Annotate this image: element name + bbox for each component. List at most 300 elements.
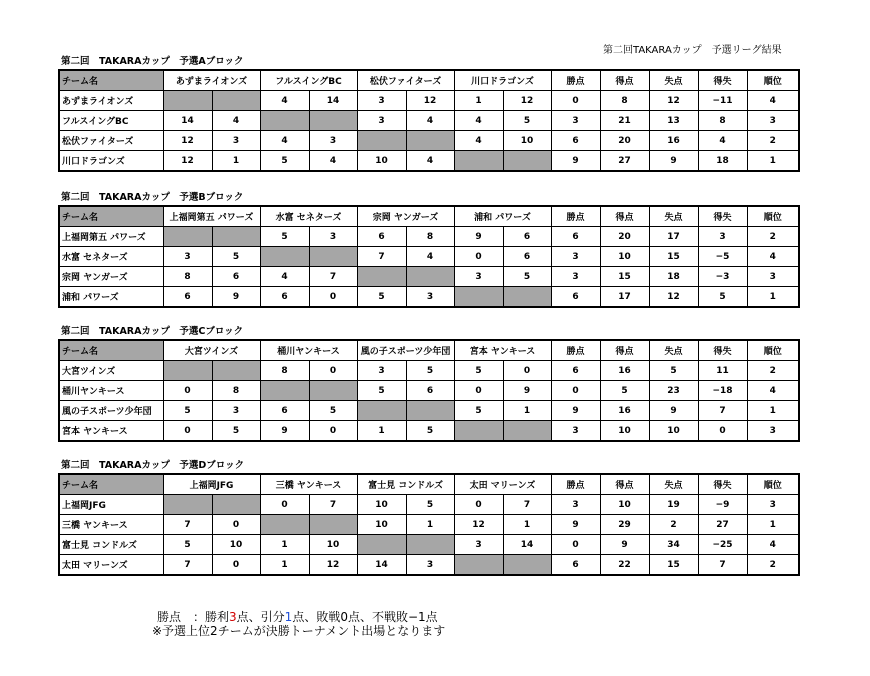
stat-value: 3: [551, 247, 600, 267]
team-name: 水富 セネターズ: [59, 247, 163, 267]
stat-value: 18: [698, 151, 747, 172]
stat-value: 4: [747, 91, 799, 111]
stat-value: 8: [600, 91, 649, 111]
stat-value: 3: [747, 111, 799, 131]
score-against: 5: [503, 267, 551, 287]
table-row: [59, 515, 799, 535]
score-against: 1: [503, 401, 551, 421]
block-title: 第二回 TAKARAカップ 予選Aブロック: [61, 56, 244, 67]
score-for: 14: [357, 555, 406, 576]
score-for: 8: [163, 267, 212, 287]
score-for: 1: [260, 555, 309, 576]
score-for: 6: [260, 401, 309, 421]
score-against: 10: [309, 535, 357, 555]
score-against: 10: [503, 131, 551, 151]
table-row: [59, 151, 799, 172]
score-against: 7: [309, 267, 357, 287]
stat-value: 21: [600, 111, 649, 131]
stat-value: 27: [698, 515, 747, 535]
team-header: チーム名: [59, 70, 163, 91]
stat-header: 順位: [747, 206, 799, 227]
score-against: 5: [503, 111, 551, 131]
points-rest: 点、敗戦0点、不戦敗−1点: [292, 610, 438, 624]
stat-value: 12: [649, 287, 698, 308]
score-against: 3: [309, 227, 357, 247]
opponent-header: あずまライオンズ: [163, 70, 260, 91]
stat-value: 0: [551, 535, 600, 555]
stat-value: 2: [747, 361, 799, 381]
stat-value: 3: [698, 227, 747, 247]
standings-table: [58, 339, 800, 442]
score-for: 6: [357, 227, 406, 247]
self-match-cell: [309, 381, 357, 401]
win-points: 3: [229, 610, 237, 624]
self-match-cell: [357, 131, 406, 151]
after-win-text: 点、引分: [236, 610, 285, 624]
score-for: 1: [454, 91, 503, 111]
stat-value: 2: [747, 131, 799, 151]
score-against: 5: [406, 421, 454, 442]
stat-value: 2: [649, 515, 698, 535]
score-against: 0: [503, 361, 551, 381]
team-name: 浦和 パワーズ: [59, 287, 163, 308]
team-name: 上福岡JFG: [59, 495, 163, 515]
stat-header: 順位: [747, 340, 799, 361]
self-match-cell: [454, 421, 503, 442]
score-against: 0: [212, 515, 260, 535]
stat-value: 16: [600, 401, 649, 421]
self-match-cell: [163, 91, 212, 111]
qualification-note: ※予選上位2チームが決勝トーナメント出場となります: [152, 624, 446, 638]
stat-header: 順位: [747, 474, 799, 495]
score-for: 14: [163, 111, 212, 131]
standings-table: [58, 205, 800, 308]
table-row: [59, 267, 799, 287]
score-against: 1: [212, 151, 260, 172]
stat-value: 29: [600, 515, 649, 535]
stat-value: 2: [747, 227, 799, 247]
score-against: 5: [406, 495, 454, 515]
score-against: 5: [212, 247, 260, 267]
score-for: 5: [454, 401, 503, 421]
score-against: 0: [309, 421, 357, 442]
score-for: 12: [163, 131, 212, 151]
stat-value: 27: [600, 151, 649, 172]
score-against: 12: [309, 555, 357, 576]
stat-value: 6: [551, 361, 600, 381]
stat-value: 3: [551, 421, 600, 442]
stat-value: 9: [551, 151, 600, 172]
table-row: [59, 535, 799, 555]
self-match-cell: [212, 227, 260, 247]
self-match-cell: [163, 227, 212, 247]
opponent-header: 風の子スポーツ少年団: [357, 340, 454, 361]
stat-value: 10: [600, 421, 649, 442]
score-for: 5: [163, 535, 212, 555]
team-name: フルスイングBC: [59, 111, 163, 131]
block-d: [58, 459, 798, 576]
score-for: 4: [260, 267, 309, 287]
table-row: [59, 401, 799, 421]
score-against: 4: [309, 151, 357, 172]
score-against: 4: [406, 151, 454, 172]
stat-header: 得点: [600, 474, 649, 495]
opponent-header: 松伏ファイターズ: [357, 70, 454, 91]
standings-table: [58, 473, 800, 576]
stat-value: 17: [600, 287, 649, 308]
stat-header: 得点: [600, 340, 649, 361]
self-match-cell: [260, 247, 309, 267]
score-for: 4: [454, 111, 503, 131]
stat-header: 失点: [649, 206, 698, 227]
header-row: [59, 70, 799, 91]
score-for: 3: [357, 111, 406, 131]
score-for: 3: [357, 91, 406, 111]
self-match-cell: [163, 361, 212, 381]
score-for: 6: [260, 287, 309, 308]
score-for: 6: [163, 287, 212, 308]
stat-header: 得失: [698, 474, 747, 495]
block-a: [58, 55, 798, 172]
self-match-cell: [309, 111, 357, 131]
stat-value: 34: [649, 535, 698, 555]
stat-value: 10: [649, 421, 698, 442]
stat-value: −11: [698, 91, 747, 111]
opponent-header: 宮本 ヤンキース: [454, 340, 551, 361]
team-name: 太田 マリーンズ: [59, 555, 163, 576]
team-name: 宗岡 ヤンガーズ: [59, 267, 163, 287]
self-match-cell: [406, 401, 454, 421]
stat-value: 3: [747, 495, 799, 515]
stat-header: 勝点: [551, 206, 600, 227]
score-for: 5: [163, 401, 212, 421]
score-for: 3: [454, 535, 503, 555]
stat-header: 得失: [698, 206, 747, 227]
team-header: チーム名: [59, 474, 163, 495]
score-against: 0: [309, 287, 357, 308]
stat-value: 10: [600, 247, 649, 267]
score-for: 5: [357, 381, 406, 401]
stat-value: 8: [698, 111, 747, 131]
self-match-cell: [357, 267, 406, 287]
stat-value: 15: [600, 267, 649, 287]
team-name: 川口ドラゴンズ: [59, 151, 163, 172]
stat-value: 20: [600, 131, 649, 151]
score-for: 0: [163, 421, 212, 442]
self-match-cell: [406, 535, 454, 555]
self-match-cell: [163, 495, 212, 515]
score-against: 4: [406, 111, 454, 131]
header-row: [59, 206, 799, 227]
stat-value: 16: [600, 361, 649, 381]
score-against: 6: [406, 381, 454, 401]
score-against: 7: [309, 495, 357, 515]
team-name: 富士見 コンドルズ: [59, 535, 163, 555]
stat-value: −25: [698, 535, 747, 555]
stat-value: 1: [747, 151, 799, 172]
score-against: 7: [503, 495, 551, 515]
team-header: チーム名: [59, 206, 163, 227]
score-against: 0: [212, 555, 260, 576]
rules-note: [152, 610, 445, 638]
self-match-cell: [357, 401, 406, 421]
self-match-cell: [454, 555, 503, 576]
team-header: チーム名: [59, 340, 163, 361]
score-against: 1: [406, 515, 454, 535]
stat-header: 失点: [649, 70, 698, 91]
table-row: [59, 361, 799, 381]
score-against: 9: [212, 287, 260, 308]
stat-value: 3: [551, 267, 600, 287]
score-for: 5: [260, 151, 309, 172]
score-for: 5: [357, 287, 406, 308]
score-for: 0: [454, 381, 503, 401]
stat-header: 順位: [747, 70, 799, 91]
stat-value: 1: [747, 401, 799, 421]
stat-value: 7: [698, 401, 747, 421]
opponent-header: 大宮ツインズ: [163, 340, 260, 361]
self-match-cell: [260, 111, 309, 131]
block-title: 第二回 TAKARAカップ 予選Dブロック: [61, 460, 245, 471]
team-name: 風の子スポーツ少年団: [59, 401, 163, 421]
stat-header: 勝点: [551, 340, 600, 361]
table-row: [59, 227, 799, 247]
self-match-cell: [357, 535, 406, 555]
stat-value: 9: [551, 401, 600, 421]
self-match-cell: [503, 151, 551, 172]
score-for: 0: [163, 381, 212, 401]
team-name: 上福岡第五 パワーズ: [59, 227, 163, 247]
score-for: 9: [454, 227, 503, 247]
team-name: 桶川ヤンキース: [59, 381, 163, 401]
stat-value: 4: [698, 131, 747, 151]
score-against: 3: [406, 287, 454, 308]
points-rule: [152, 610, 445, 624]
score-for: 5: [454, 361, 503, 381]
stat-value: 9: [649, 151, 698, 172]
self-match-cell: [503, 421, 551, 442]
self-match-cell: [406, 267, 454, 287]
stat-value: 9: [600, 535, 649, 555]
header-row: [59, 340, 799, 361]
table-row: [59, 555, 799, 576]
opponent-header: 富士見 コンドルズ: [357, 474, 454, 495]
score-for: 12: [454, 515, 503, 535]
stat-header: 得失: [698, 70, 747, 91]
stat-value: 3: [551, 111, 600, 131]
stat-value: 15: [649, 247, 698, 267]
stat-value: 6: [551, 555, 600, 576]
score-for: 4: [260, 131, 309, 151]
stat-value: 4: [747, 381, 799, 401]
stat-value: 16: [649, 131, 698, 151]
self-match-cell: [212, 495, 260, 515]
stat-header: 勝点: [551, 474, 600, 495]
stat-value: 20: [600, 227, 649, 247]
stat-value: 3: [551, 495, 600, 515]
score-for: 1: [357, 421, 406, 442]
self-match-cell: [454, 151, 503, 172]
self-match-cell: [212, 361, 260, 381]
opponent-header: 浦和 パワーズ: [454, 206, 551, 227]
score-against: 12: [406, 91, 454, 111]
stat-value: 6: [551, 287, 600, 308]
score-against: 8: [212, 381, 260, 401]
score-against: 9: [503, 381, 551, 401]
opponent-header: 水富 セネターズ: [260, 206, 357, 227]
score-for: 4: [454, 131, 503, 151]
self-match-cell: [454, 287, 503, 308]
opponent-header: 上福岡JFG: [163, 474, 260, 495]
stat-header: 失点: [649, 340, 698, 361]
stat-value: 0: [551, 381, 600, 401]
self-match-cell: [212, 91, 260, 111]
stat-value: 4: [747, 247, 799, 267]
score-against: 4: [212, 111, 260, 131]
self-match-cell: [260, 515, 309, 535]
self-match-cell: [309, 515, 357, 535]
stat-header: 勝点: [551, 70, 600, 91]
opponent-header: 宗岡 ヤンガーズ: [357, 206, 454, 227]
block-title: 第二回 TAKARAカップ 予選Bブロック: [61, 192, 244, 203]
self-match-cell: [406, 131, 454, 151]
table-row: [59, 91, 799, 111]
self-match-cell: [260, 381, 309, 401]
stat-value: −9: [698, 495, 747, 515]
stat-value: 11: [698, 361, 747, 381]
stat-value: 9: [551, 515, 600, 535]
stat-value: 18: [649, 267, 698, 287]
stat-value: 19: [649, 495, 698, 515]
stat-value: 6: [551, 227, 600, 247]
score-for: 3: [163, 247, 212, 267]
score-against: 5: [309, 401, 357, 421]
score-for: 10: [357, 515, 406, 535]
standings-table: [58, 69, 800, 172]
score-for: 0: [454, 495, 503, 515]
stat-value: −18: [698, 381, 747, 401]
self-match-cell: [503, 287, 551, 308]
opponent-header: 三橋 ヤンキース: [260, 474, 357, 495]
stat-value: 5: [649, 361, 698, 381]
table-row: [59, 247, 799, 267]
stat-header: 得失: [698, 340, 747, 361]
table-row: [59, 111, 799, 131]
stat-header: 得点: [600, 206, 649, 227]
stat-value: 4: [747, 535, 799, 555]
score-against: 14: [503, 535, 551, 555]
block-c: [58, 325, 798, 442]
document-title: 第二回TAKARAカップ 予選リーグ結果: [603, 45, 782, 56]
team-name: 宮本 ヤンキース: [59, 421, 163, 442]
score-for: 7: [357, 247, 406, 267]
stat-value: 6: [551, 131, 600, 151]
stat-value: 3: [747, 421, 799, 442]
score-for: 7: [163, 555, 212, 576]
score-for: 0: [260, 495, 309, 515]
score-for: 10: [357, 495, 406, 515]
score-against: 0: [309, 361, 357, 381]
table-row: [59, 495, 799, 515]
table-row: [59, 287, 799, 308]
stat-value: 22: [600, 555, 649, 576]
score-for: 10: [357, 151, 406, 172]
opponent-header: 太田 マリーンズ: [454, 474, 551, 495]
stat-header: 得点: [600, 70, 649, 91]
score-against: 1: [503, 515, 551, 535]
points-label: 勝点 ：勝利: [157, 610, 230, 624]
score-against: 12: [503, 91, 551, 111]
stat-value: 1: [747, 515, 799, 535]
block-b: [58, 191, 798, 308]
stat-value: 9: [649, 401, 698, 421]
score-against: 3: [212, 401, 260, 421]
score-against: 8: [406, 227, 454, 247]
stat-value: 17: [649, 227, 698, 247]
score-against: 3: [212, 131, 260, 151]
score-against: 6: [503, 247, 551, 267]
score-for: 1: [260, 535, 309, 555]
opponent-header: 桶川ヤンキース: [260, 340, 357, 361]
score-against: 5: [406, 361, 454, 381]
stat-value: 0: [551, 91, 600, 111]
team-name: 大宮ツインズ: [59, 361, 163, 381]
score-against: 3: [406, 555, 454, 576]
stat-value: 12: [649, 91, 698, 111]
stat-value: 2: [747, 555, 799, 576]
team-name: 松伏ファイターズ: [59, 131, 163, 151]
stat-value: 5: [600, 381, 649, 401]
score-against: 6: [212, 267, 260, 287]
draw-points: 1: [284, 610, 293, 624]
score-for: 7: [163, 515, 212, 535]
stat-value: 10: [600, 495, 649, 515]
stat-value: −5: [698, 247, 747, 267]
team-name: あずまライオンズ: [59, 91, 163, 111]
table-row: [59, 131, 799, 151]
stat-value: 23: [649, 381, 698, 401]
self-match-cell: [503, 555, 551, 576]
score-against: 5: [212, 421, 260, 442]
self-match-cell: [309, 247, 357, 267]
stat-value: 1: [747, 287, 799, 308]
stat-value: 5: [698, 287, 747, 308]
score-for: 8: [260, 361, 309, 381]
stat-header: 失点: [649, 474, 698, 495]
stat-value: 7: [698, 555, 747, 576]
opponent-header: 川口ドラゴンズ: [454, 70, 551, 91]
table-row: [59, 421, 799, 442]
stat-value: 0: [698, 421, 747, 442]
team-name: 三橋 ヤンキース: [59, 515, 163, 535]
score-for: 4: [260, 91, 309, 111]
header-row: [59, 474, 799, 495]
opponent-header: 上福岡第五 パワーズ: [163, 206, 260, 227]
score-for: 9: [260, 421, 309, 442]
score-against: 3: [309, 131, 357, 151]
score-against: 4: [406, 247, 454, 267]
score-for: 0: [454, 247, 503, 267]
stat-value: 3: [747, 267, 799, 287]
score-for: 3: [454, 267, 503, 287]
stat-value: −3: [698, 267, 747, 287]
table-row: [59, 381, 799, 401]
score-against: 14: [309, 91, 357, 111]
block-title: 第二回 TAKARAカップ 予選Cブロック: [61, 326, 244, 337]
score-against: 10: [212, 535, 260, 555]
stat-value: 15: [649, 555, 698, 576]
score-for: 12: [163, 151, 212, 172]
